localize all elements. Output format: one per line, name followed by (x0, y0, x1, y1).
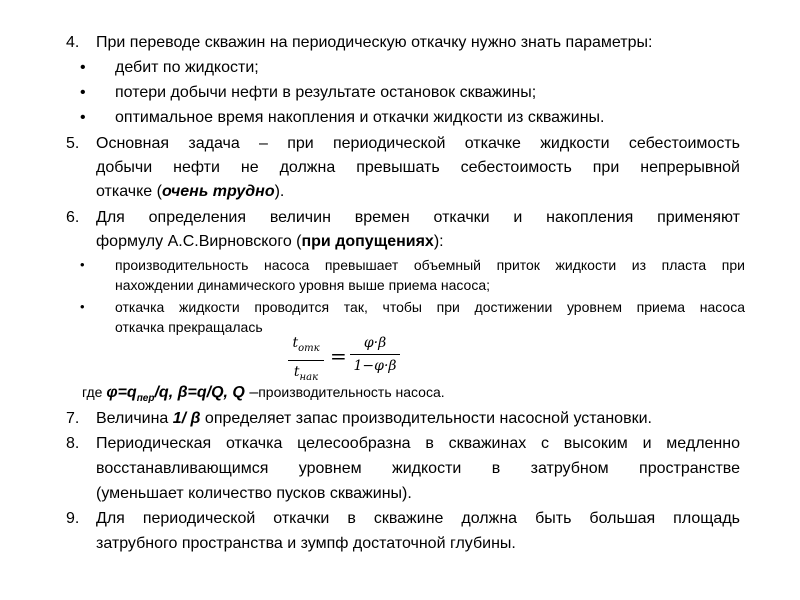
item-8-line-1: Периодическая откачка целесообразна в скважинах с высоким и медленно (96, 435, 740, 452)
item-6-line-2 (96, 232, 444, 252)
item-number-4: 4. (66, 34, 80, 51)
formula-rhs-denominator: 1−φ·β (353, 358, 397, 374)
legend-phi: φ=q (106, 384, 137, 401)
item-6-bullet-2-line-2: откачка прекращалась (115, 319, 263, 335)
item-number-6: 6. (66, 209, 80, 226)
item-6-text-end: ): (433, 233, 444, 250)
item-6-bullet-1-line-1: производительность насоса превышает объемный приток жидкости из пласта при (115, 257, 745, 273)
legend-text: производительность насоса. (258, 384, 445, 400)
item-6-line-1: Для определения величин времен откачки и накопления применяют (96, 209, 740, 226)
item-4-bullet-1: дебит по жидкости; (115, 59, 259, 76)
item-5-line-3 (96, 182, 284, 202)
item-number-5: 5. (66, 135, 80, 152)
legend-beta-q: /q, β=q/Q, Q (154, 384, 250, 401)
item-4-text: При переводе скважин на периодическую откачку нужно знать параметры: (96, 34, 653, 51)
item-number-9: 9. (66, 510, 80, 527)
item-5-line-1: Основная задача – при периодической откачке жидкости себестоимость (96, 135, 740, 152)
item-5-line-2: добычи нефти не должна превышать себестоимость при непрерывной (96, 159, 740, 176)
formula-lhs-fraction (288, 334, 324, 387)
bullet-icon: • (80, 84, 86, 101)
item-9-line-2: затрубного пространства и зумпф достаточной глубины. (96, 535, 516, 552)
formula-lhs-numerator: t (292, 335, 299, 351)
item-5-text-end: ). (274, 183, 285, 200)
formula-rhs-fraction (350, 334, 400, 375)
item-number-7: 7. (66, 410, 80, 427)
bullet-icon: • (80, 109, 86, 126)
item-6-bullet-2-line-1: откачка жидкости проводится так, чтобы при достижении уровнем приема насоса (115, 299, 745, 315)
item-4-bullet-3: оптимальное время накопления и откачки жидкости из скважины. (115, 109, 605, 126)
item-8-line-2: восстанавливающимся уровнем жидкости в затрубном пространстве (96, 460, 740, 477)
item-5-text: откачке ( (96, 183, 162, 200)
formula-equals: = (330, 344, 347, 368)
bullet-icon: • (80, 257, 85, 272)
item-7-text-end: определяет запас производительности насосной установки. (200, 410, 652, 427)
item-5-emphasis: очень трудно (161, 183, 275, 200)
item-7-emphasis: 1/ β (172, 410, 201, 427)
formula-lhs-numerator-sub: отк (298, 342, 320, 354)
item-8-line-3: (уменьшает количество пусков скважины). (96, 485, 412, 502)
item-4-bullet-2: потери добычи нефти в результате остановок скважины; (115, 84, 537, 101)
formula-lhs-denominator-sub: нак (299, 371, 319, 383)
item-6-bullet-1-line-2: нахождении динамического уровня выше приема насоса; (115, 277, 491, 293)
bullet-icon: • (80, 299, 85, 314)
legend-where: где (82, 384, 107, 400)
item-number-8: 8. (66, 435, 80, 452)
item-6-text: формулу А.С.Вирновского ( (96, 233, 302, 250)
bullet-icon: • (80, 59, 86, 76)
formula-lhs-denominator: t (293, 363, 300, 380)
legend-dash: – (249, 384, 259, 401)
item-9-line-1: Для периодической откачки в скважине должна быть большая площадь (96, 510, 740, 527)
formula-rhs-numerator: φ·β (363, 335, 387, 351)
item-7-text-start: Величина (96, 410, 173, 427)
item-6-emphasis: при допущениях (301, 233, 434, 250)
formula-legend (82, 383, 445, 409)
legend-phi-sub: пер (136, 393, 155, 405)
item-7-text (96, 409, 652, 429)
virnovsky-formula (288, 334, 403, 382)
